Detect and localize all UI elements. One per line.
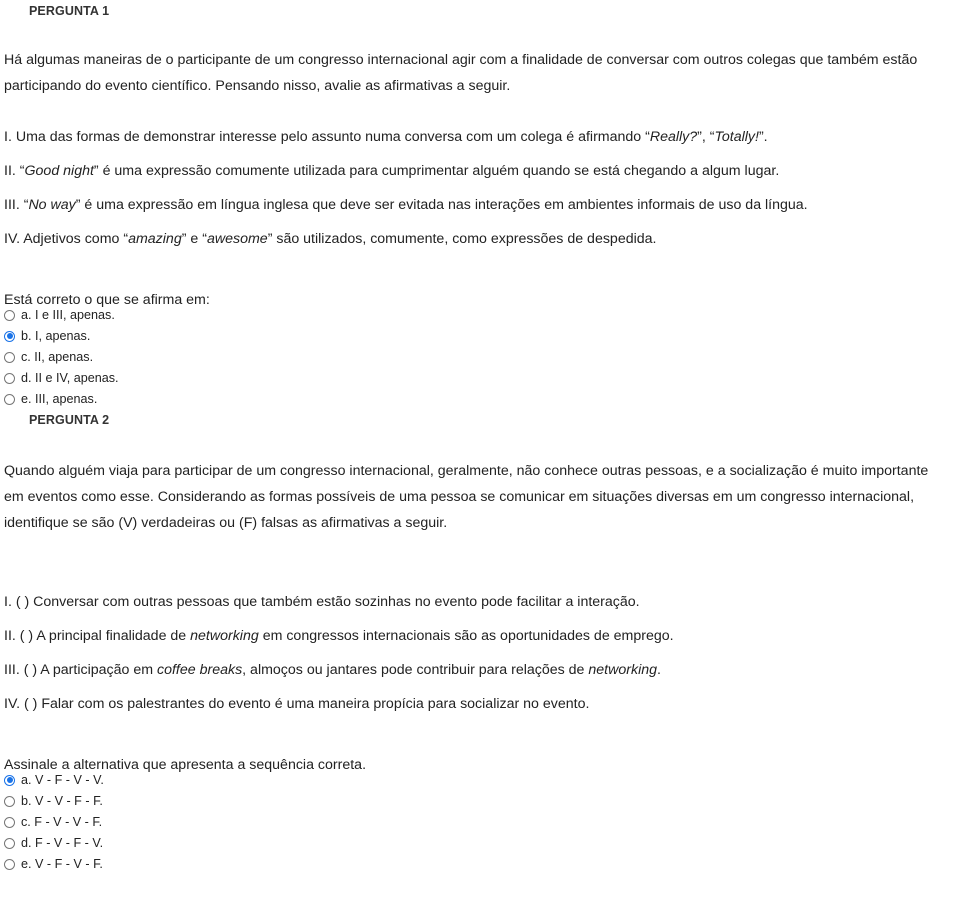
question-2-intro: Quando alguém viaja para participar de um congresso internacional, geralmente, não conhece outras pessoas, e a socialização é muito importante em eventos como esse. Considerando as formas possíveis de uma pessoa se comunicar em situações diversas em um congresso internacional, identifique se são (V) verdadeiras ou (F) falsas as afirmativas a seguir. bbox=[4, 463, 929, 531]
question-1-intro: Há algumas maneiras de o participante de um congresso internacional agir com a finalidade de conversar com outros colegas que também estão participando do evento científico. Pensando nisso, avalie as afirmativas a seguir. bbox=[4, 52, 918, 94]
question-1-option-d[interactable]: d. II e IV, apenas. bbox=[4, 368, 119, 388]
question-2-heading: PERGUNTA 2 bbox=[29, 413, 110, 427]
question-2-option-c[interactable]: c. F - V - V - F. bbox=[4, 812, 102, 832]
radio-icon[interactable] bbox=[4, 394, 15, 405]
question-2-option-e[interactable]: e. V - F - V - F. bbox=[4, 854, 103, 874]
question-2-prompt: Assinale a alternativa que apresenta a sequência correta. bbox=[4, 757, 367, 773]
radio-icon[interactable] bbox=[4, 775, 15, 786]
question-2-statement-3: III. ( ) A participação em coffee breaks, almoços ou jantares pode contribuir para relações de networking. bbox=[4, 662, 661, 678]
question-2-option-d[interactable]: d. F - V - F - V. bbox=[4, 833, 103, 853]
question-1-statement-2: II. “Good night” é uma expressão comumente utilizada para cumprimentar alguém quando se está chegando a algum lugar. bbox=[4, 163, 780, 179]
question-1-statement-4: IV. Adjetivos como “amazing” e “awesome” são utilizados, comumente, como expressões de despedida. bbox=[4, 231, 657, 247]
question-1-option-c[interactable]: c. II, apenas. bbox=[4, 347, 93, 367]
radio-icon[interactable] bbox=[4, 817, 15, 828]
question-1-option-e[interactable]: e. III, apenas. bbox=[4, 389, 97, 409]
question-1-heading: PERGUNTA 1 bbox=[29, 4, 110, 18]
question-1-statement-3: III. “No way” é uma expressão em língua inglesa que deve ser evitada nas interações em ambientes informais de uso da língua. bbox=[4, 197, 808, 213]
question-2-option-a[interactable]: a. V - F - V - V. bbox=[4, 770, 104, 790]
radio-icon[interactable] bbox=[4, 310, 15, 321]
question-2-statement-2: II. ( ) A principal finalidade de networking em congressos internacionais são as oportunidades de emprego. bbox=[4, 628, 674, 644]
radio-icon[interactable] bbox=[4, 331, 15, 342]
radio-icon[interactable] bbox=[4, 859, 15, 870]
question-1-prompt: Está correto o que se afirma em: bbox=[4, 292, 210, 308]
question-1-statement-1: I. Uma das formas de demonstrar interesse pelo assunto numa conversa com um colega é afirmando “Really?”, “Totally!”. bbox=[4, 129, 768, 145]
radio-icon[interactable] bbox=[4, 373, 15, 384]
question-1-option-a[interactable]: a. I e III, apenas. bbox=[4, 305, 115, 325]
radio-icon[interactable] bbox=[4, 838, 15, 849]
radio-icon[interactable] bbox=[4, 352, 15, 363]
question-2-option-b[interactable]: b. V - V - F - F. bbox=[4, 791, 103, 811]
question-2-statement-4: IV. ( ) Falar com os palestrantes do evento é uma maneira propícia para socializar no evento. bbox=[4, 696, 590, 712]
question-2-statement-1: I. ( ) Conversar com outras pessoas que também estão sozinhas no evento pode facilitar a interação. bbox=[4, 594, 640, 610]
radio-icon[interactable] bbox=[4, 796, 15, 807]
question-1-option-b[interactable]: b. I, apenas. bbox=[4, 326, 90, 346]
